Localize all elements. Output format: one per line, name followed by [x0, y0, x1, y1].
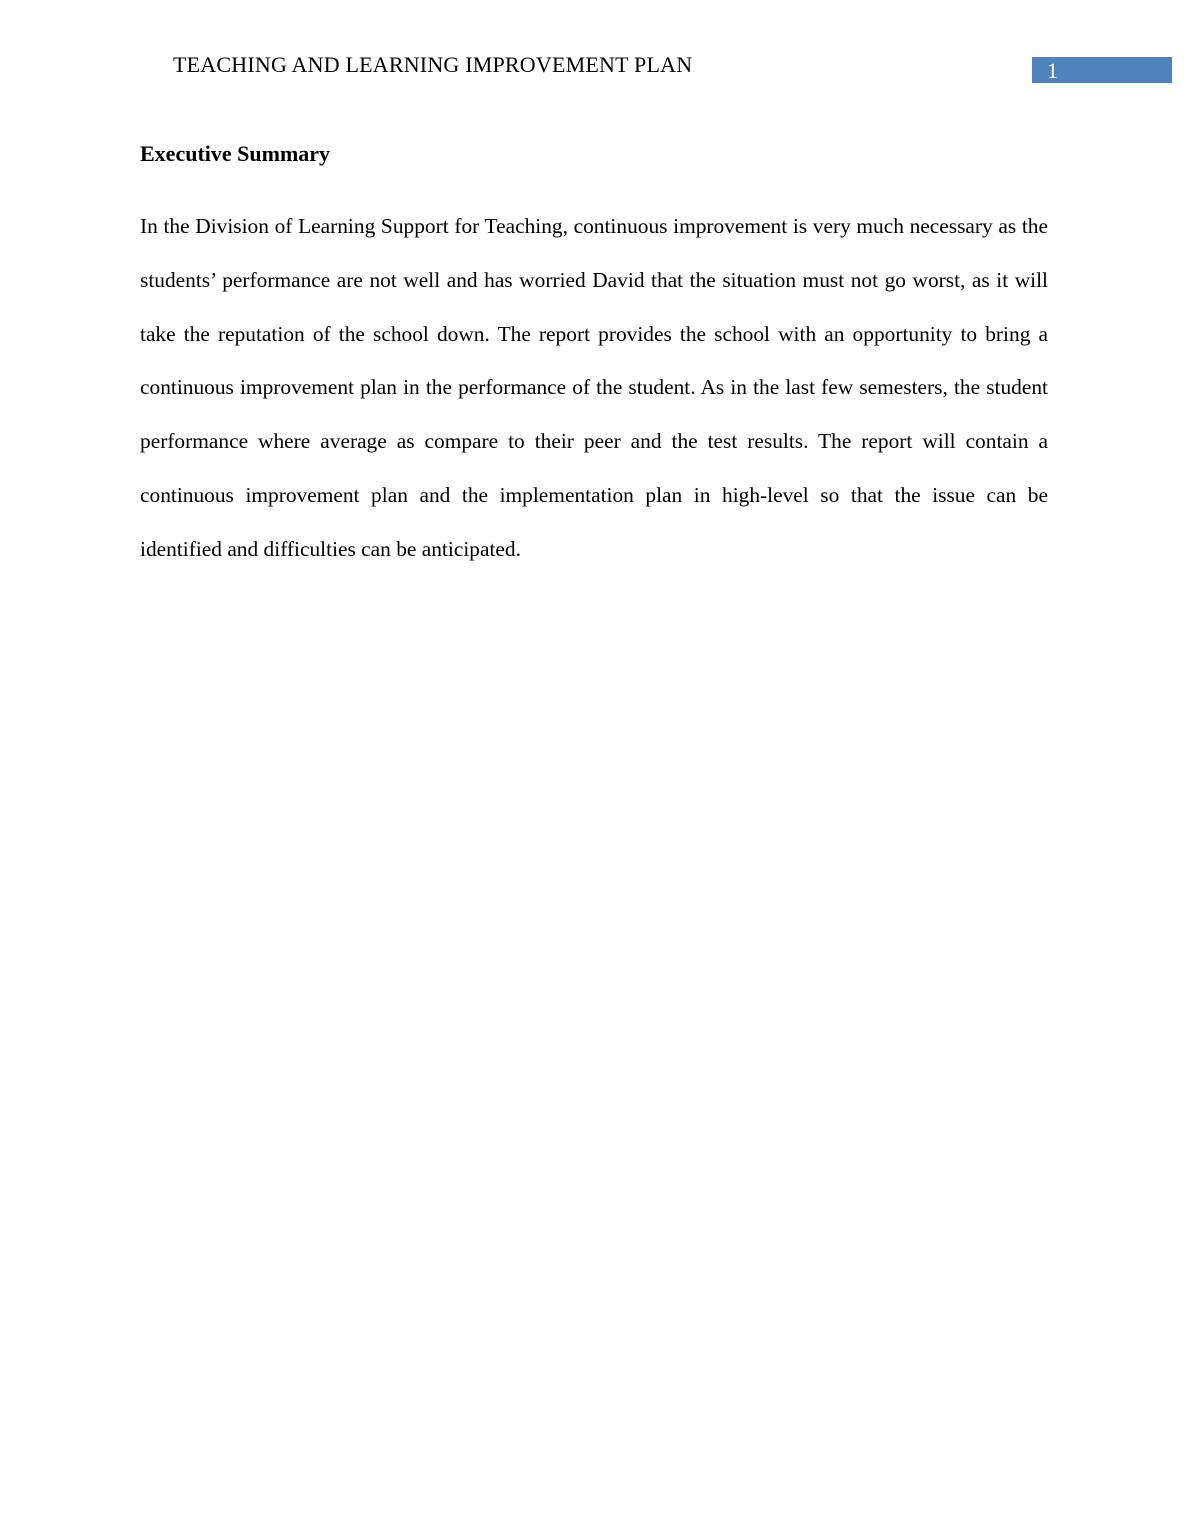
- section-heading: Executive Summary: [140, 141, 331, 166]
- page-number: 1: [1047, 58, 1058, 83]
- page-number-badge: [1032, 57, 1172, 83]
- body-paragraph: In the Division of Learning Support for Teaching, continuous improvement is very much necessary as the students’ performance are not well and has worried David that the situation must not go worst, as it will take the reputation of the school down. The report provides the school with an opportunity to bring a continuous improvement plan in the performance of the student. As in the last few semesters, the student performance where average as compare to their peer and the test results. The report will contain a continuous improvement plan and the implementation plan in high-level so that the issue can be identified and difficulties can be anticipated.: [140, 214, 1048, 561]
- running-head: TEACHING AND LEARNING IMPROVEMENT PLAN: [173, 52, 693, 77]
